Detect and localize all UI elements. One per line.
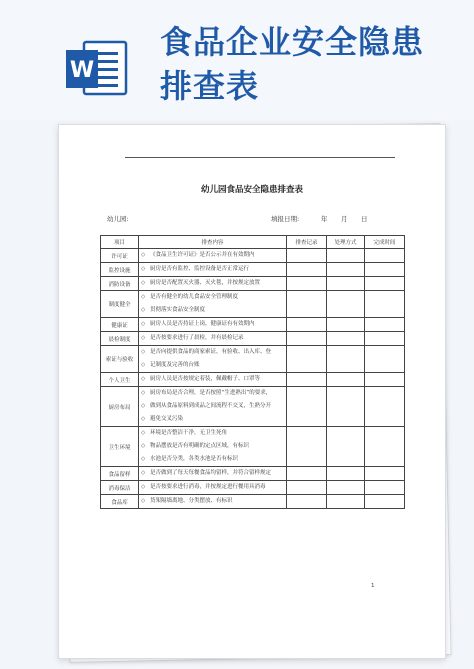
content-text: 是否按要求进行消毒，并按规定进行餐用具消毒 xyxy=(150,484,266,490)
month-label: 月 xyxy=(341,215,348,223)
diamond-bullet-icon: ◇ xyxy=(141,403,146,409)
diamond-bullet-icon: ◇ xyxy=(141,470,146,476)
method-cell xyxy=(327,346,365,373)
row-content xyxy=(139,318,287,332)
diamond-bullet-icon: ◇ xyxy=(141,484,146,490)
row-item: 健康证 xyxy=(101,318,139,332)
completion-time-cell xyxy=(365,387,405,427)
table-row xyxy=(101,387,405,427)
method-cell xyxy=(327,467,365,481)
method-cell xyxy=(327,277,365,291)
content-line xyxy=(141,263,284,276)
content-line xyxy=(141,400,284,413)
content-line xyxy=(141,332,284,345)
page-number: 1 xyxy=(371,583,375,589)
completion-time-cell xyxy=(365,427,405,467)
row-content xyxy=(139,291,287,318)
row-content xyxy=(139,467,287,481)
diamond-bullet-icon: ◇ xyxy=(141,430,146,436)
content-text: 《食品卫生许可证》是否公示并在有效期内 xyxy=(150,252,255,258)
row-item: 监控设施 xyxy=(101,263,139,277)
table-row xyxy=(101,427,405,467)
row-item: 索证与验收 xyxy=(101,346,139,373)
content-text: 是否做到了每天每餐食品均留样，并符合留样规定 xyxy=(150,470,272,476)
kindergarten-label: 幼儿园: xyxy=(107,215,129,223)
row-item: 食品库 xyxy=(101,495,139,509)
row-item: 厨房布局 xyxy=(101,387,139,427)
completion-time-cell xyxy=(365,481,405,495)
content-text: 厨房布局是否合理，是否按照“生进熟出”的要求， xyxy=(150,390,272,396)
method-cell xyxy=(327,318,365,332)
completion-time-cell xyxy=(365,346,405,373)
word-logo-letter: W xyxy=(69,58,95,83)
row-item: 食品留样 xyxy=(101,467,139,481)
record-cell xyxy=(287,249,327,263)
record-cell xyxy=(287,427,327,467)
banner-title-line-1: 食品企业安全隐患 xyxy=(160,23,425,61)
content-line xyxy=(141,346,284,359)
content-text: 避免交叉污染 xyxy=(150,416,184,422)
row-content xyxy=(139,387,287,427)
header-banner xyxy=(0,0,474,120)
diamond-bullet-icon: ◇ xyxy=(141,443,146,449)
diamond-bullet-icon: ◇ xyxy=(141,456,146,462)
year-label: 年 xyxy=(321,215,328,223)
content-line xyxy=(141,373,284,386)
table-row xyxy=(101,332,405,346)
method-cell xyxy=(327,373,365,387)
method-cell xyxy=(327,249,365,263)
header-record: 排查记录 xyxy=(287,236,327,249)
diamond-bullet-icon: ◇ xyxy=(141,362,146,368)
method-cell xyxy=(327,263,365,277)
content-text: 是否有健全的幼儿食品安全管理制度 xyxy=(150,294,239,300)
completion-time-cell xyxy=(365,249,405,263)
row-content xyxy=(139,346,287,373)
row-item: 晨检制度 xyxy=(101,332,139,346)
header-rule xyxy=(125,157,395,158)
content-text: 环境是否整洁干净，无卫生死角 xyxy=(150,430,228,436)
content-text: 厨房是否有监控、监控设备是否正常运行 xyxy=(150,266,250,272)
row-content xyxy=(139,427,287,467)
header-method: 处理方式 xyxy=(327,236,365,249)
table-body xyxy=(101,249,405,509)
table-header-row xyxy=(101,236,405,249)
content-line xyxy=(141,387,284,400)
diamond-bullet-icon: ◇ xyxy=(141,321,146,327)
content-text: 水池是否分类，各类水池是否有标识 xyxy=(150,456,239,462)
content-line xyxy=(141,467,284,480)
content-line xyxy=(141,413,284,426)
content-line xyxy=(141,481,284,494)
table-row xyxy=(101,373,405,387)
content-line xyxy=(141,318,284,331)
completion-time-cell xyxy=(365,263,405,277)
content-line xyxy=(141,249,284,262)
table-row xyxy=(101,467,405,481)
record-cell xyxy=(287,387,327,427)
banner-title-line-2: 排查表 xyxy=(160,67,260,105)
content-line xyxy=(141,304,284,317)
row-item: 许可证 xyxy=(101,249,139,263)
content-line xyxy=(141,427,284,440)
record-cell xyxy=(287,318,327,332)
diamond-bullet-icon: ◇ xyxy=(141,390,146,396)
diamond-bullet-icon: ◇ xyxy=(141,498,146,504)
diamond-bullet-icon: ◇ xyxy=(141,307,146,313)
content-text: 是否向提供食品的商家索证，有验收、出入库、登 xyxy=(150,349,272,355)
record-cell xyxy=(287,346,327,373)
row-content xyxy=(139,373,287,387)
content-text: 厨房人员是否持证上岗，健康证有有效期内 xyxy=(150,321,255,327)
table-row xyxy=(101,318,405,332)
diamond-bullet-icon: ◇ xyxy=(141,294,146,300)
content-text: 厨房是否配置灭火器、灭火毯，并按规定放置 xyxy=(150,280,261,286)
method-cell xyxy=(327,495,365,509)
document-page xyxy=(58,124,446,659)
completion-time-cell xyxy=(365,291,405,318)
diamond-bullet-icon: ◇ xyxy=(141,349,146,355)
row-item: 个人卫生 xyxy=(101,373,139,387)
table-row xyxy=(101,481,405,495)
content-line xyxy=(141,291,284,304)
table-row xyxy=(101,249,405,263)
header-item: 项目 xyxy=(101,236,139,249)
completion-time-cell xyxy=(365,495,405,509)
record-cell xyxy=(287,291,327,318)
method-cell xyxy=(327,291,365,318)
method-cell xyxy=(327,387,365,427)
content-text: 货架隔墙离地、分类摆放、有标识 xyxy=(150,498,233,504)
document-title: 幼儿园食品安全隐患排查表 xyxy=(200,185,303,195)
inspection-table xyxy=(100,235,405,509)
content-text: 做到从食品原料到成品之间流程不交叉，生熟分开 xyxy=(150,403,272,409)
content-text: 贯彻落实食品安全制度 xyxy=(150,307,206,313)
day-label: 日 xyxy=(361,215,368,223)
diamond-bullet-icon: ◇ xyxy=(141,280,146,286)
record-cell xyxy=(287,467,327,481)
row-content xyxy=(139,481,287,495)
record-cell xyxy=(287,332,327,346)
method-cell xyxy=(327,427,365,467)
row-item: 卫生环境 xyxy=(101,427,139,467)
content-line xyxy=(141,440,284,453)
row-item: 制度健全 xyxy=(101,291,139,318)
record-cell xyxy=(287,373,327,387)
diamond-bullet-icon: ◇ xyxy=(141,252,146,258)
method-cell xyxy=(327,481,365,495)
diamond-bullet-icon: ◇ xyxy=(141,376,146,382)
completion-time-cell xyxy=(365,373,405,387)
content-line xyxy=(141,359,284,372)
record-cell xyxy=(287,277,327,291)
date-label: 填报日期: xyxy=(271,215,300,223)
row-item: 消毒保洁 xyxy=(101,481,139,495)
content-text: 厨房人员是否按规定着装，佩戴帽子、口罩等 xyxy=(150,376,261,382)
completion-time-cell xyxy=(365,318,405,332)
diamond-bullet-icon: ◇ xyxy=(141,416,146,422)
header-content: 排查内容 xyxy=(139,236,287,249)
content-text: 是否按要求进行了晨检，并有晨检记录 xyxy=(150,335,244,341)
row-content xyxy=(139,495,287,509)
row-item: 消防设备 xyxy=(101,277,139,291)
table-row xyxy=(101,495,405,509)
diamond-bullet-icon: ◇ xyxy=(141,335,146,341)
row-content xyxy=(139,277,287,291)
row-content xyxy=(139,332,287,346)
header-completion-time: 完成时间 xyxy=(365,236,405,249)
content-line xyxy=(141,277,284,290)
content-text: 记制度及完善的台账 xyxy=(150,362,200,368)
diamond-bullet-icon: ◇ xyxy=(141,266,146,272)
record-cell xyxy=(287,481,327,495)
table-row xyxy=(101,346,405,373)
word-document-icon xyxy=(64,38,130,98)
content-line xyxy=(141,453,284,466)
record-cell xyxy=(287,495,327,509)
completion-time-cell xyxy=(365,332,405,346)
table-row xyxy=(101,277,405,291)
completion-time-cell xyxy=(365,467,405,481)
completion-time-cell xyxy=(365,277,405,291)
table-row xyxy=(101,291,405,318)
record-cell xyxy=(287,263,327,277)
row-content xyxy=(139,249,287,263)
table-row xyxy=(101,263,405,277)
content-text: 物品摆放是否有明确的定点区域，有标识 xyxy=(150,443,250,449)
row-content xyxy=(139,263,287,277)
content-line xyxy=(141,495,284,508)
banner-title xyxy=(160,20,460,108)
method-cell xyxy=(327,332,365,346)
